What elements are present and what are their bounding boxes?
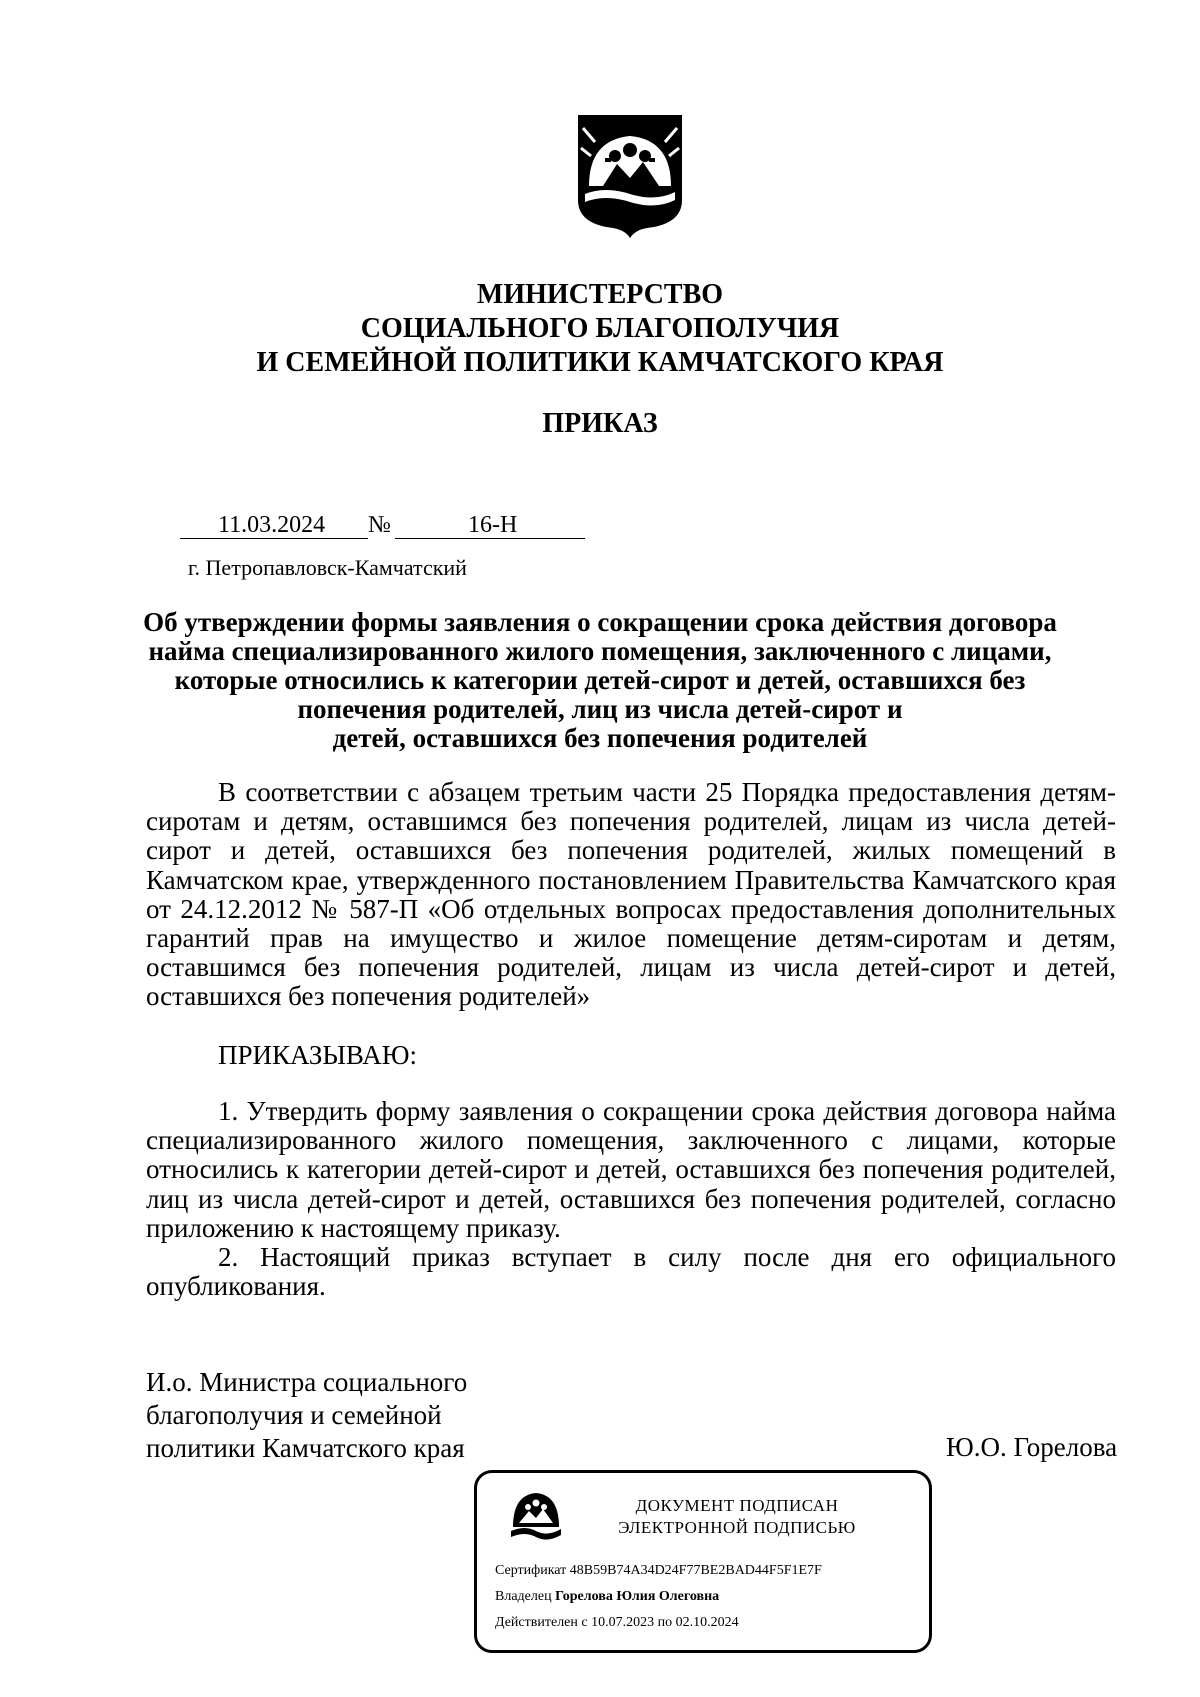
heading-line: Об утверждении формы заявления о сокращении срока действия договора xyxy=(143,607,1057,637)
preamble-paragraph: В соответствии с абзацем третьим части 25 Порядка предоставления детям-сиротам и детям, оставшимся без попечения родителей, лицам из числа детей-сирот и детей, оставшихся без попечения родителей, жилых помещений в Камчатском крае, утвержденного постановлением Правительства Камчатского края от 24.12.2012 № 587-П «Об отдельных вопросах предоставления дополнительных гарантий прав на имущество и жилое помещение детям-сиротам и детям, оставшимся без попечения родителей, лицам из числа детей-сирот и детей, оставшихся без попечения родителей» xyxy=(146,777,1116,1012)
ministry-line: СОЦИАЛЬНОГО БЛАГОПОЛУЧИЯ xyxy=(360,313,840,344)
position-line: И.о. Министра социального xyxy=(146,1367,468,1397)
item-1-paragraph: 1. Утвердить форму заявления о сокращении срока действия договора найма специализированного жилого помещения, заключенного с лицами, которые относились к категории детей-сирот и детей, оставшихся без попечения родителей, лиц из числа детей-сирот и детей, оставшихся без попечения родителей, согласно приложению к настоящему приказу. xyxy=(146,1096,1116,1243)
signatory-name: Ю.О. Горелова xyxy=(946,1432,1118,1462)
number-underline xyxy=(395,538,585,539)
validity-label: Действителен xyxy=(495,1615,578,1630)
ministry-line: И СЕМЕЙНОЙ ПОЛИТИКИ КАМЧАТСКОГО КРАЯ xyxy=(256,347,944,378)
document-heading xyxy=(100,608,1100,753)
coat-of-arms-icon xyxy=(575,112,685,240)
heading-line: которые относились к категории детей-сирот и детей, оставшихся без xyxy=(174,665,1026,695)
stamp-title-line: ДОКУМЕНТ ПОДПИСАН xyxy=(635,1496,839,1515)
heading-line: найма специализированного жилого помещения, заключенного с лицами, xyxy=(148,636,1052,666)
certificate-value: 48B59B74A34D24F77BE2BAD44F5F1E7F xyxy=(569,1563,822,1578)
date-underline xyxy=(180,538,368,539)
validity-line xyxy=(495,1615,739,1631)
ministry-name xyxy=(0,278,1200,380)
document-type: ПРИКАЗ xyxy=(542,408,658,439)
city: г. Петропавловск-Камчатский xyxy=(188,555,467,580)
command-word: ПРИКАЗЫВАЮ: xyxy=(218,1040,417,1070)
validity-to: 02.10.2024 xyxy=(675,1615,739,1630)
order-date: 11.03.2024 xyxy=(218,512,326,538)
validity-to-prefix: по xyxy=(657,1615,673,1630)
validity-from: 10.07.2023 xyxy=(591,1615,655,1630)
heading-line: детей, оставшихся без попечения родителей xyxy=(332,723,868,753)
validity-from-prefix: с xyxy=(581,1615,588,1630)
owner-line xyxy=(495,1589,719,1605)
number-sign: № xyxy=(368,512,391,538)
owner-value: Горелова Юлия Олеговна xyxy=(555,1589,720,1604)
signatory-position xyxy=(146,1366,467,1465)
order-number: 16-Н xyxy=(468,512,518,538)
heading-line: попечения родителей, лиц из числа детей-сирот и xyxy=(297,694,903,724)
stamp-title xyxy=(587,1495,887,1539)
position-line: благополучия и семейной xyxy=(146,1400,442,1430)
ministry-line: МИНИСТЕРСТВО xyxy=(476,279,724,310)
stamp-title-line: ЭЛЕКТРОННОЙ ПОДПИСЬЮ xyxy=(618,1518,856,1537)
electronic-signature-stamp xyxy=(474,1470,932,1653)
certificate-line xyxy=(495,1563,822,1579)
owner-label: Владелец xyxy=(495,1589,552,1604)
position-line: политики Камчатского края xyxy=(146,1433,465,1463)
item-2-paragraph: 2. Настоящий приказ вступает в силу после дня его официального опубликования. xyxy=(146,1242,1116,1302)
certificate-label: Сертификат xyxy=(495,1563,567,1578)
coat-of-arms-icon xyxy=(507,1487,565,1545)
